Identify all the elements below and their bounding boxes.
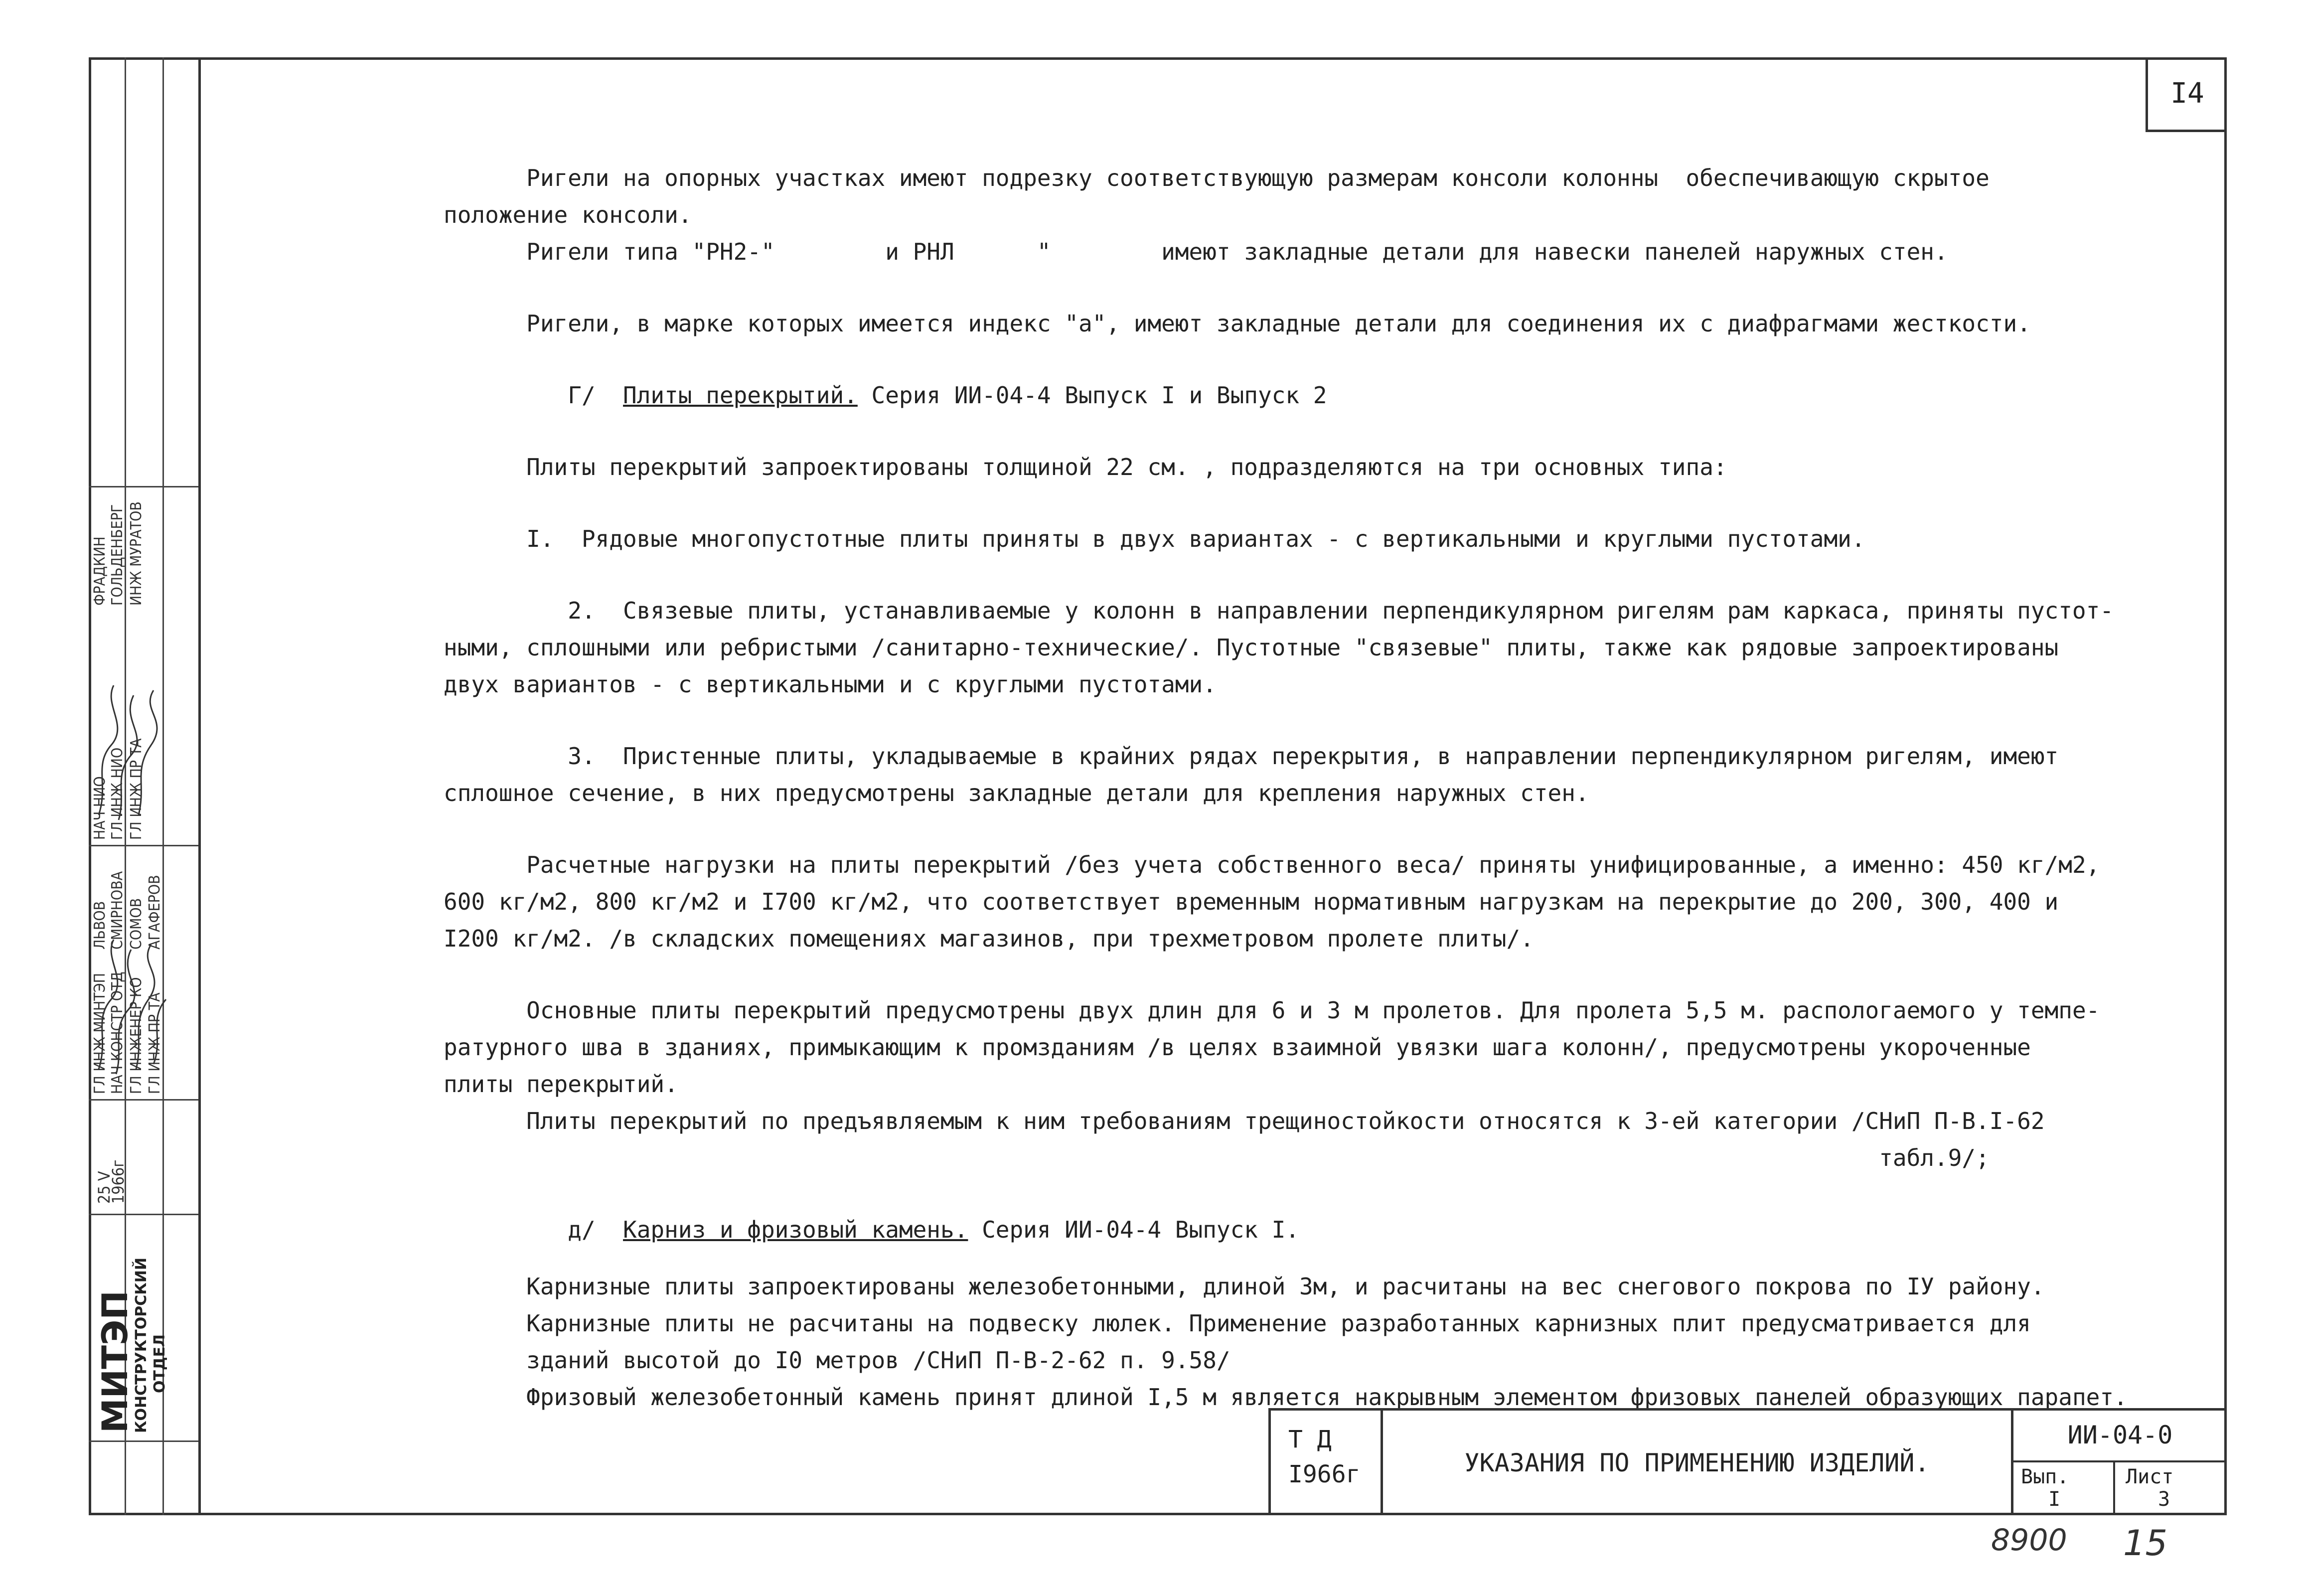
strip-divider <box>89 1099 198 1101</box>
paragraph-line: I200 кг/м2. /в складских помещениях магазинов, при трехметровом пролете плиты/. <box>444 925 1534 952</box>
code-divider <box>2013 1460 2227 1462</box>
title-block <box>1268 1408 2227 1515</box>
paragraph-line: ными, сплошными или ребристыми /санитарно-технические/. Пустотные "связевые" плиты, также как рядовые запроектированы <box>444 634 2059 661</box>
org-name: МИТЭП <box>95 1290 136 1433</box>
paragraph-line: 600 кг/м2, 800 кг/м2 и I700 кг/м2, что соответствует временным нормативным нагрузкам на перекрытие до 200, 300, 400 и <box>444 888 2059 915</box>
title-block-org-line1: Т Д <box>1288 1426 1332 1453</box>
signature-role: ГЛ ИНЖЕНЕР КО <box>128 977 145 1094</box>
title-block-org-line2: I966г <box>1288 1460 1361 1488</box>
signature-name: ГОЛЬДЕНБЕРГ <box>109 504 126 606</box>
handwritten-number-left: 8900 <box>1991 1523 2067 1558</box>
org-dept-2: ОТДЕЛ <box>151 1334 168 1393</box>
spacer <box>444 957 2203 992</box>
heading-underlined: Карниз и фризовый камень. <box>623 1216 968 1243</box>
heading-suffix: Серия ИИ-04-4 Выпуск I. <box>968 1216 1300 1243</box>
signature-role: ГЛ ИНЖ НИО <box>109 747 126 840</box>
issue-label: Вып. <box>2021 1465 2069 1488</box>
date-line-2: 1966г <box>109 1159 128 1204</box>
section-heading <box>444 1211 2203 1248</box>
paragraph-line: Ригели, в марке которых имеется индекс "а", имеют закладные детали для соединения их с диафрагмами жесткости. <box>444 310 2031 337</box>
paragraph-line: Карнизные плиты не расчитаны на подвеску люлек. Применение разработанных карнизных плит предусматривается для <box>444 1310 2031 1337</box>
paragraph-line: Карнизные плиты запроектированы железобетонными, длиной 3м, и расчитаны на вес снегового покрова по IУ району. <box>444 1273 2045 1300</box>
paragraph-line: Расчетные нагрузки на плиты перекрытий /без учета собственного веса/ приняты унифицированные, а именно: 450 кг/м2, <box>444 851 2100 878</box>
paragraph-line: сплошное сечение, в них предусмотрены закладные детали для крепления наружных стен. <box>444 780 1589 806</box>
heading-underlined: Плиты перекрытий. <box>623 382 858 409</box>
signature-name: СМИРНОВА <box>109 871 126 950</box>
signature-name: ФРАДКИН <box>91 536 109 606</box>
handwritten-number-right: 15 <box>2123 1523 2168 1564</box>
signature-name: ИНЖ МУРАТОВ <box>128 501 145 606</box>
paragraph-line: табл.9/; <box>444 1144 1990 1171</box>
strip-divider <box>89 1440 198 1442</box>
strip-divider <box>89 486 198 487</box>
paragraph-line: плиты перекрытий. <box>444 1071 678 1098</box>
signature-name: АГАФЕРОВ <box>146 875 163 950</box>
spacer <box>444 485 2203 520</box>
spacer <box>444 414 2203 449</box>
paragraph-line: зданий высотой до I0 метров /СНиП П-В-2-62 п. 9.58/ <box>444 1347 1230 1374</box>
paragraph-line: Основные плиты перекрытий предусмотрены двух длин для 6 и 3 м пролетов. Для пролета 5,5 м. распологаемого у темпе- <box>444 997 2100 1024</box>
paragraph-line: двух вариантов - с вертикальными и с круглыми пустотами. <box>444 671 1217 698</box>
paragraph-line: Плиты перекрытий запроектированы толщиной 22 см. , подразделяются на три основных типа: <box>444 454 1727 480</box>
paragraph-line: Плиты перекрытий по предъявляемым к ним требованиям трещиностойкости относятся к 3-ей категории /СНиП П-В.I-62 <box>444 1108 2045 1134</box>
spacer <box>444 811 2203 846</box>
signature-role: НАЧ НИО <box>91 776 109 840</box>
paragraph-line: ратурного шва в зданиях, примыкающим к промзданиям /в целях взаимной увязки шага колонн/, предусмотрены укороченные <box>444 1034 2031 1061</box>
paragraph-line: I. Рядовые многопустотные плиты приняты в двух вариантах - с вертикальными и круглыми пустотами. <box>444 525 1865 552</box>
title-block-title-cell <box>1381 1411 2011 1515</box>
document-code: ИИ-04-0 <box>2067 1421 2173 1449</box>
paragraph-line: 3. Пристенные плиты, укладываемые в крайних рядах перекрытия, в направлении перпендикулярном ригелям, имеют <box>444 743 2059 770</box>
paragraph-line: Фризовый железобетонный камень принят длиной I,5 м является накрывным элементом фризовых панелей образующих парапет. <box>444 1384 2128 1411</box>
paragraph-line: положение консоли. <box>444 201 692 228</box>
title-block-org-cell <box>1268 1411 1381 1515</box>
signature-scribbles <box>89 850 201 1089</box>
strip-divider <box>89 1214 198 1215</box>
document-body <box>444 160 2203 1416</box>
heading-suffix: Серия ИИ-04-4 Выпуск I и Выпуск 2 <box>857 382 1327 409</box>
org-dept-1: КОНСТРУКТОРСКИЙ <box>133 1258 150 1433</box>
spacer <box>444 1176 2203 1211</box>
paragraph-line: Ригели на опорных участках имеют подрезку соответствующую размерам консоли колонны обеспечивающую скрытое <box>444 164 1990 191</box>
spacer <box>444 270 2203 305</box>
spacer <box>444 557 2203 592</box>
signature-role: ГЛ ИНЖ МИНТЭП <box>91 973 109 1094</box>
sheet-label: Лист <box>2126 1465 2174 1488</box>
heading-prefix: Г/ <box>444 382 623 409</box>
signature-name: СОМОВ <box>128 898 145 950</box>
left-stamp-strip <box>89 57 201 1515</box>
spacer <box>444 703 2203 738</box>
signature-name: ЛЬВОВ <box>91 901 109 950</box>
document-title: УКАЗАНИЯ ПО ПРИМЕНЕНИЮ ИЗДЕЛИЙ. <box>1464 1448 1930 1477</box>
issue-value: I <box>2048 1488 2061 1511</box>
spacer <box>444 1248 2203 1268</box>
sheet-value: 3 <box>2158 1488 2170 1511</box>
date-line-1: 25 V <box>95 1171 114 1204</box>
strip-divider <box>89 845 198 846</box>
signature-role: НАЧ КОНСТР ОТД <box>109 971 126 1094</box>
signature-scribbles <box>89 606 201 835</box>
issue-divider <box>2113 1460 2115 1515</box>
spacer <box>444 342 2203 377</box>
sheet-number: I4 <box>2170 77 2204 110</box>
paragraph-line: Ригели типа "РН2-" и РНЛ " имеют закладные детали для навески панелей наружных стен. <box>444 238 1948 265</box>
section-heading <box>444 377 2203 414</box>
heading-prefix: д/ <box>444 1216 623 1243</box>
signature-role: ГЛ ИНЖ ПР ТА <box>146 992 163 1094</box>
signature-role: ГЛ ИНЖ ПР ТА <box>128 738 145 840</box>
paragraph-line: 2. Связевые плиты, устанавливаемые у колонн в направлении перпендикулярном ригелям рам каркаса, приняты пустот- <box>444 597 2114 624</box>
sheet-number-box <box>2146 57 2227 132</box>
title-block-code-cell <box>2011 1411 2227 1515</box>
